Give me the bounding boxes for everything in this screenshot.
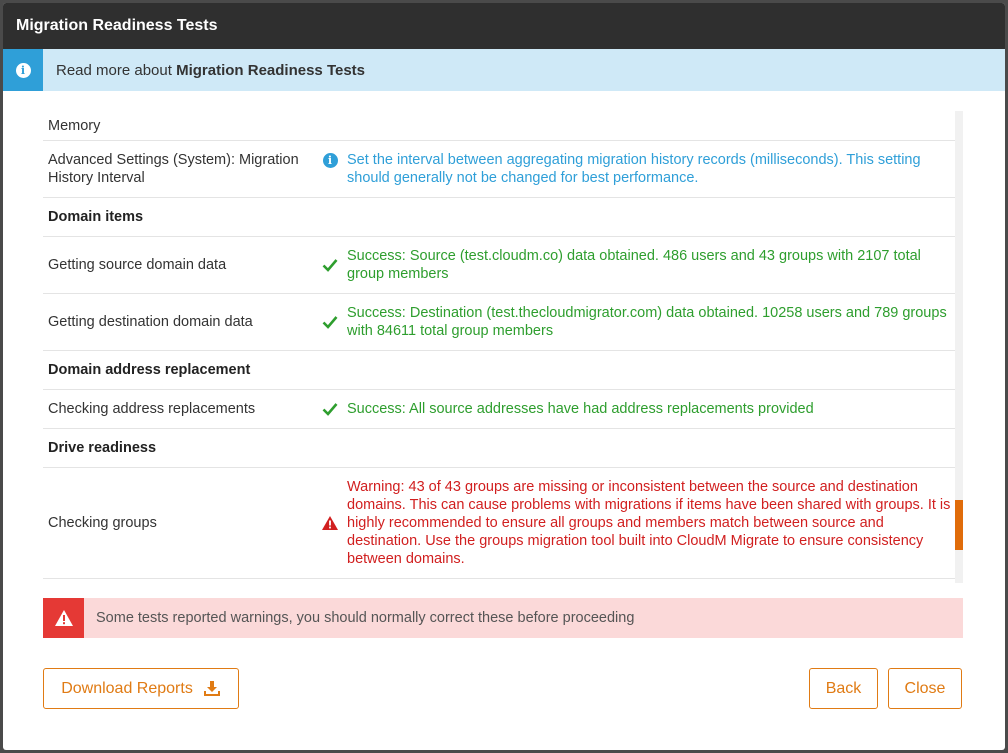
checkmark-icon xyxy=(322,258,338,272)
back-button[interactable]: Back xyxy=(809,668,878,709)
download-reports-label: Download Reports xyxy=(61,679,193,697)
row-message: Success: Source (test.cloudm.co) data obtained. 486 users and 43 groups with 2107 total group members xyxy=(347,248,921,282)
warning-triangle-icon xyxy=(54,609,74,627)
info-banner xyxy=(3,49,1005,91)
test-results-list[interactable] xyxy=(43,111,955,581)
row-label: Checking groups xyxy=(48,515,157,531)
dialog-title: Migration Readiness Tests xyxy=(3,3,1005,49)
row-label: Getting destination domain data xyxy=(48,314,253,330)
scrollbar-thumb[interactable] xyxy=(955,500,963,550)
download-icon xyxy=(203,680,221,697)
section-heading-address-replacement: Domain address replacement xyxy=(43,351,955,390)
row-label: Memory xyxy=(48,117,101,134)
row-message: Success: Destination (test.thecloudmigrator.com) data obtained. 10258 users and 789 groups with 84611 total group members xyxy=(347,305,947,339)
row-icon xyxy=(313,258,347,272)
info-banner-link[interactable]: Migration Readiness Tests xyxy=(176,61,366,79)
list-item-history-interval xyxy=(43,141,955,198)
row-icon xyxy=(313,402,347,416)
warning-triangle-icon xyxy=(321,515,339,531)
close-button[interactable]: Close xyxy=(888,668,962,709)
row-message: Success: All source addresses have had address replacements provided xyxy=(347,401,814,417)
row-label: Getting source domain data xyxy=(48,257,227,273)
info-icon: i xyxy=(323,153,338,168)
info-banner-text xyxy=(56,62,365,79)
warning-banner xyxy=(43,598,963,638)
list-item-memory xyxy=(43,111,955,141)
row-message: Warning: 43 of 43 groups are missing or inconsistent between the source and destination domains. This can cause problems with migrations if items have been shared with groups. It is highly recommended to ensure all groups and members match between source and destination. Use the groups migration tool built into CloudM Migrate to ensure consistency between domains. xyxy=(347,479,951,567)
row-message: Set the interval between aggregating migration history records (milliseconds). This setting should generally not be changed for best performance. xyxy=(347,152,921,186)
warning-banner-text: Some tests reported warnings, you should normally correct these before proceeding xyxy=(96,610,635,626)
row-label: Advanced Settings (System): Migration History Interval xyxy=(48,152,299,186)
list-item-address-replacements xyxy=(43,390,955,429)
download-reports-button[interactable] xyxy=(43,668,239,709)
row-icon xyxy=(313,141,347,168)
row-icon xyxy=(313,315,347,329)
warning-banner-icon-box xyxy=(43,598,84,638)
list-item-groups xyxy=(43,468,955,579)
migration-readiness-dialog xyxy=(3,3,1005,750)
info-icon: i xyxy=(16,63,31,78)
list-item-destination-domain xyxy=(43,294,955,351)
section-heading-drive-readiness: Drive readiness xyxy=(43,429,955,468)
info-banner-prefix: Read more about xyxy=(56,61,177,79)
section-heading-domain-items: Domain items xyxy=(43,198,955,237)
list-item-source-domain xyxy=(43,237,955,294)
info-banner-icon-box xyxy=(3,49,43,91)
checkmark-icon xyxy=(322,402,338,416)
row-icon xyxy=(313,515,347,531)
row-label: Checking address replacements xyxy=(48,401,256,417)
checkmark-icon xyxy=(322,315,338,329)
